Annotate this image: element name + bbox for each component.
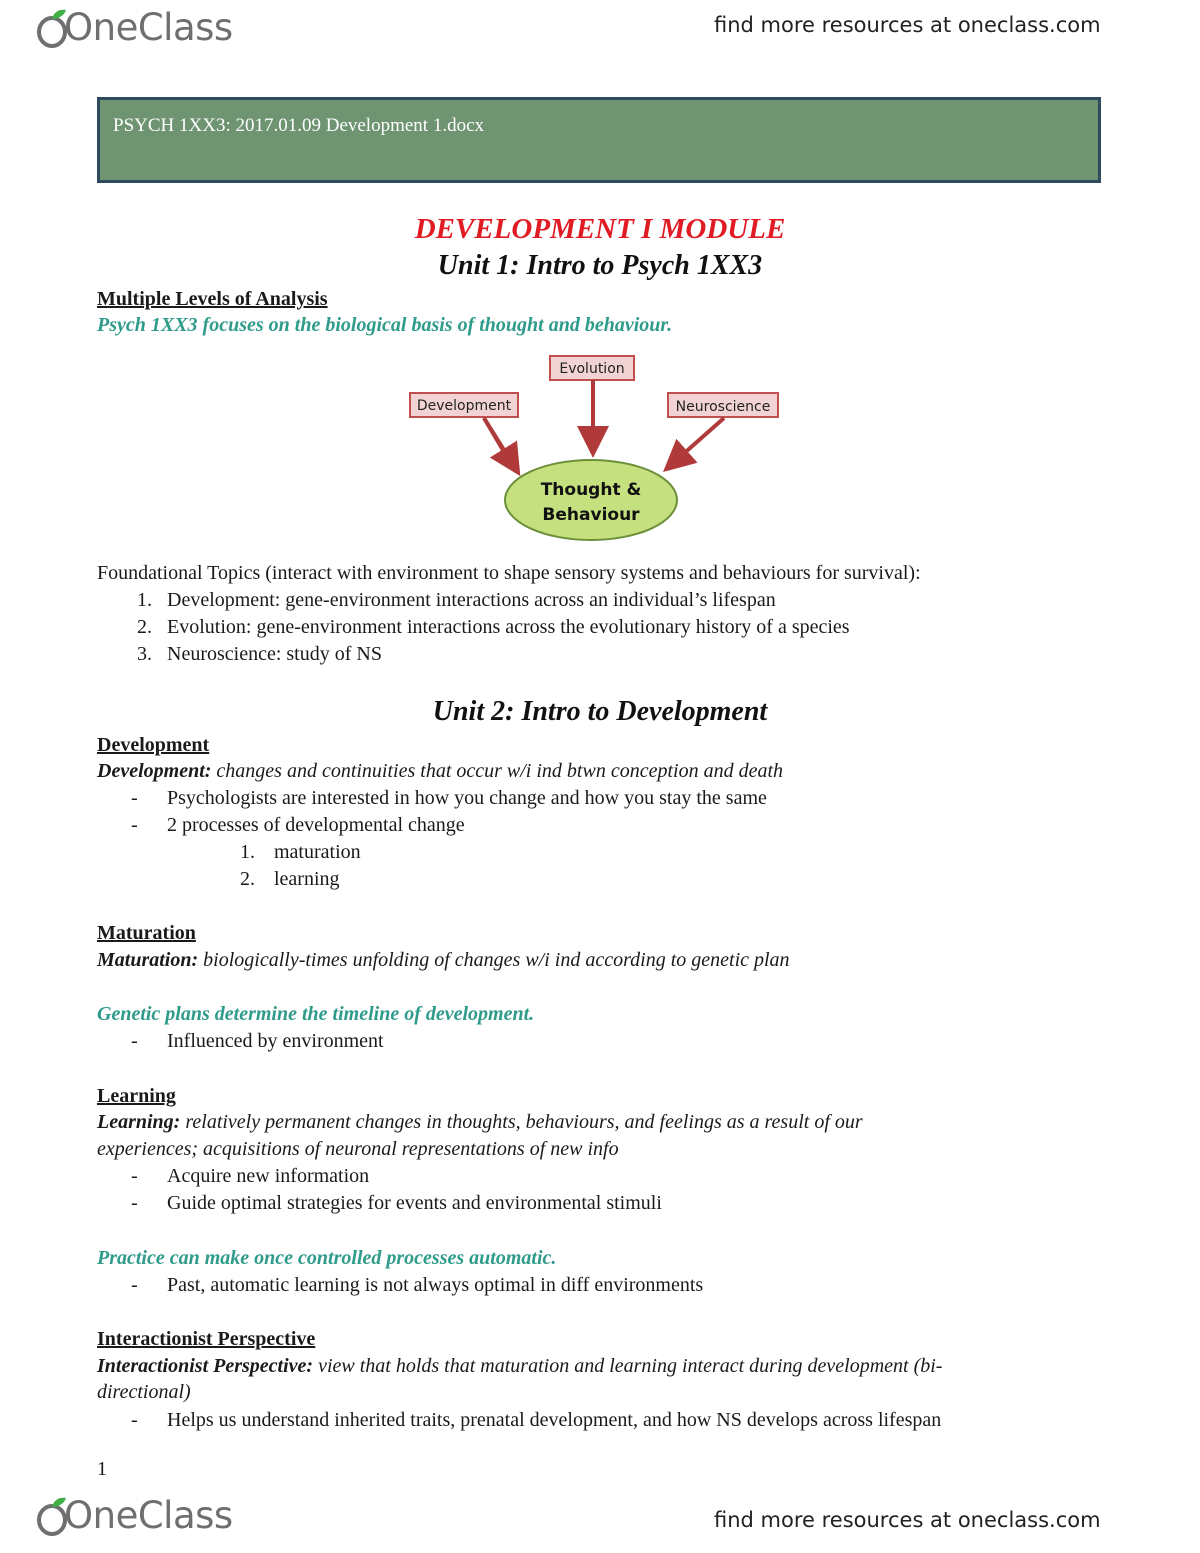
- section-heading-levels: Multiple Levels of Analysis: [97, 288, 328, 310]
- interactionist-definition-line2: directional): [97, 1381, 191, 1403]
- maturation-bullet: - Influenced by environment: [131, 1030, 384, 1052]
- interactionist-definition-line1: Interactionist Perspective: view that holds that maturation and learning interact during development (bi-: [97, 1355, 943, 1377]
- learning-definition-line2: experiences; acquisitions of neuronal representations of new info: [97, 1138, 619, 1160]
- document-header-box: [97, 97, 1101, 183]
- interactionist-heading: Interactionist Perspective: [97, 1328, 316, 1350]
- learning-highlight: Practice can make once controlled processes automatic.: [97, 1247, 557, 1269]
- maturation-definition: Maturation: biologically-times unfolding of changes w/i ind according to genetic plan: [97, 949, 790, 971]
- development-label: Development: [416, 398, 512, 414]
- center-label-line2: Behaviour: [542, 505, 640, 525]
- logo-text: OneClass: [64, 1494, 233, 1537]
- arrow-neuroscience: [672, 418, 724, 464]
- module-title: DEVELOPMENT I MODULE: [414, 213, 786, 245]
- maturation-heading: Maturation: [97, 922, 196, 944]
- center-label-line1: Thought &: [540, 480, 642, 500]
- oneclass-logo: [36, 6, 233, 49]
- unit1-highlight: Psych 1XX3 focuses on the biological basis of thought and behaviour.: [97, 314, 673, 336]
- bottom-resources-link[interactable]: find more resources at oneclass.com: [714, 1508, 1101, 1532]
- development-subitem: 1. maturation: [240, 841, 361, 863]
- document-filename: PSYCH 1XX3: 2017.01.09 Development 1.docx: [113, 115, 485, 136]
- neuroscience-label: Neuroscience: [675, 399, 771, 415]
- unit2-title: Unit 2: Intro to Development: [432, 696, 768, 727]
- topic-item: 2. Evolution: gene-environment interactions across the evolutionary history of a species: [137, 616, 850, 638]
- levels-diagram: [400, 350, 800, 550]
- oneclass-logo-footer: [36, 1494, 233, 1537]
- development-subitem: 2. learning: [240, 868, 340, 890]
- page-number: 1: [97, 1458, 107, 1480]
- evolution-label: Evolution: [559, 361, 625, 377]
- unit1-title: Unit 1: Intro to Psych 1XX3: [437, 250, 763, 281]
- foundational-intro: Foundational Topics (interact with environment to shape sensory systems and behaviours for survival):: [97, 562, 921, 584]
- learning-bullet: - Acquire new information: [131, 1165, 370, 1187]
- learning-definition-line1: Learning: relatively permanent changes in thoughts, behaviours, and feelings as a result of our: [97, 1111, 863, 1133]
- topic-item: 1. Development: gene-environment interactions across an individual’s lifespan: [137, 589, 776, 611]
- learning-heading: Learning: [97, 1085, 176, 1107]
- top-resources-link[interactable]: find more resources at oneclass.com: [714, 13, 1101, 37]
- maturation-highlight: Genetic plans determine the timeline of development.: [97, 1003, 535, 1025]
- arrow-development-shaft: [484, 418, 510, 462]
- development-heading: Development: [97, 734, 210, 756]
- topic-item: 3. Neuroscience: study of NS: [137, 643, 382, 665]
- development-definition: Development: changes and continuities that occur w/i ind btwn conception and death: [97, 760, 783, 782]
- development-bullet: - Psychologists are interested in how you change and how you stay the same: [131, 787, 767, 809]
- thought-behaviour-ellipse: [505, 460, 677, 540]
- interactionist-bullet: - Helps us understand inherited traits, prenatal development, and how NS develops across lifespan: [131, 1409, 942, 1431]
- logo-text: OneClass: [64, 6, 233, 49]
- learning-bullet: - Past, automatic learning is not always optimal in diff environments: [131, 1274, 704, 1296]
- development-bullet: - 2 processes of developmental change: [131, 814, 465, 836]
- learning-bullet: - Guide optimal strategies for events and environmental stimuli: [131, 1192, 662, 1214]
